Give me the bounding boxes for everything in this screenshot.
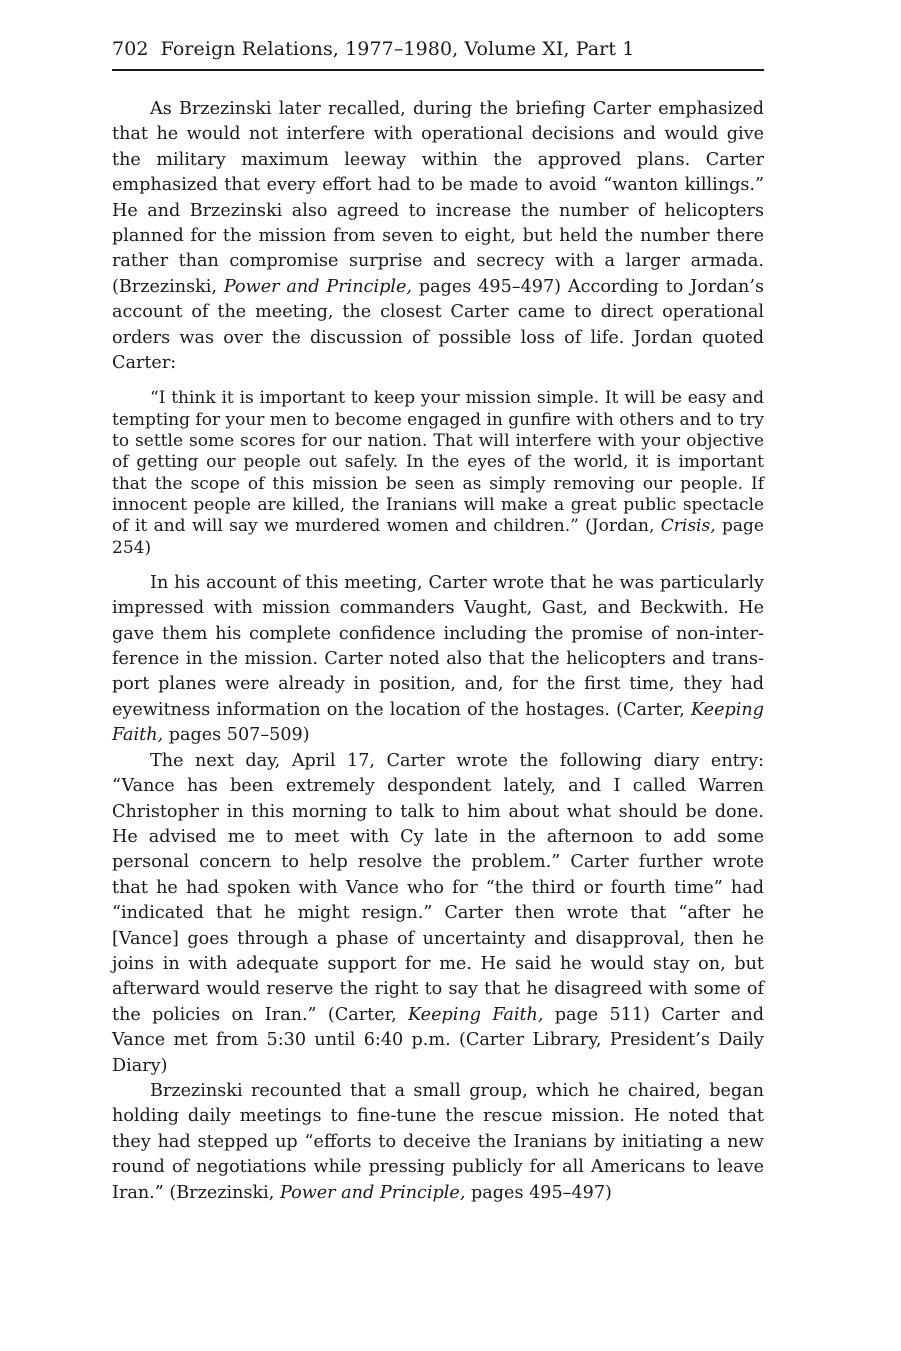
book-title: Crisis, bbox=[660, 516, 716, 537]
paragraph-briefing bbox=[112, 97, 764, 376]
text-run: In his account of this meeting, Carter wrote that he was particularly impressed with mission commanders Vaught, Gast, and Beckwith. He gave them his complete confidence including the promise of non-interference in the mission. Carter noted also that the helicopters and transport planes were already in position, and, for the first time, they had eyewitness information on the location of the hostages. (Carter, bbox=[112, 572, 764, 720]
book-title: Keeping Faith, bbox=[112, 699, 764, 746]
running-header bbox=[112, 36, 764, 71]
book-title: Keeping Faith, bbox=[408, 1004, 544, 1025]
text-run: Brzezinski recounted that a small group, which he chaired, began holding daily meetings to fine-tune the rescue mission. He noted that they had stepped up “efforts to deceive the Iranians by initiating a new round of negotiations while pressing publicly for all Americans to leave Iran.” (Brzezinski, bbox=[112, 1080, 764, 1203]
text-run: page 511) Carter and Vance met from 5:30 until 6:40 p.m. (Carter Library, President’s Daily Diary) bbox=[112, 1004, 764, 1076]
running-title: Foreign Relations, 1977–1980, Volume XI, Part 1 bbox=[160, 38, 635, 60]
book-title: Power and Principle, bbox=[279, 1182, 466, 1203]
document-page bbox=[112, 36, 764, 1206]
paragraph-diary-entry bbox=[112, 749, 764, 1079]
text-run: pages 507–509) bbox=[163, 725, 310, 746]
text-run: pages 495–497) According to Jordan’s account of the meeting, the closest Carter came to direct operational orders was over the discussion of possible loss of life. Jordan quoted Carter: bbox=[112, 276, 765, 374]
page-number: 702 bbox=[112, 38, 149, 60]
book-title: Power and Principle, bbox=[223, 276, 412, 297]
text-run: “I think it is important to keep your mission simple. It will be easy and tempting for your men to become engaged in gunfire with others and to try to settle some scores for our nation. That will interfere with your objective of getting our people out safely. In the eyes of the world, it is important that the scope of this mission be seen as simply removing our people. If innocent people are killed, the Iranians will make a great public spectacle of it and will say we murdered women and children.” (Jordan, bbox=[112, 388, 764, 537]
body-text bbox=[112, 97, 764, 1206]
block-quote-carter bbox=[112, 388, 764, 558]
text-run: As Brzezinski later recalled, during the briefing Carter emphasized that he would not interfere with operational decisions and would give the military maximum leeway within the approved plans. Carter emphasized that every effort had to be made to avoid “wanton killings.” He and Brzezinski also agreed to increase the number of helicopters planned for the mission from seven to eight, but held the number there rather than compromise surprise and secrecy with a larger armada. (Brzezinski, bbox=[112, 99, 764, 297]
text-run: The next day, April 17, Carter wrote the following diary entry: “Vance has been extremely despondent lately, and I called Warren Christopher in this morning to talk to him about what should be done. He advised me to meet with Cy late in the afternoon to add some personal concern to help resolve the problem.” Carter further wrote that he had spoken with Vance who for “the third or fourth time” had “indicated that he might resign.” Carter then wrote that “after he [Vance] goes through a phase of uncertainty and disapproval, then he joins in with adequate support for me. He said he would stay on, but afterward would reserve the right to say that he disagreed with some of the policies on Iran.” (Carter, bbox=[112, 750, 764, 1025]
text-run: pages 495–497) bbox=[465, 1182, 612, 1203]
paragraph-commanders bbox=[112, 571, 764, 749]
text-run: page 254) bbox=[112, 516, 764, 558]
paragraph-small-group bbox=[112, 1079, 764, 1206]
